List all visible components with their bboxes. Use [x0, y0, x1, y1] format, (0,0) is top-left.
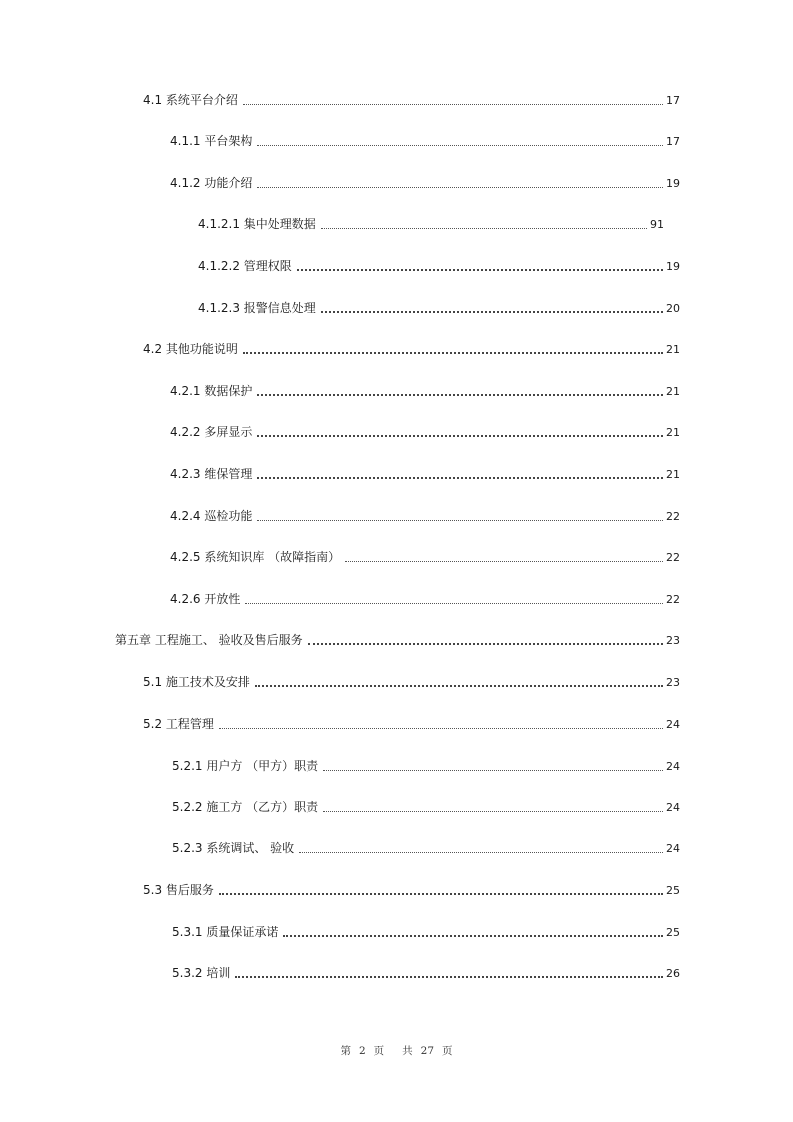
toc-entry-title: 5.3.2 培训	[172, 966, 231, 980]
toc-entry-5-3-2[interactable]	[172, 965, 680, 982]
toc-entry-page: 19	[666, 177, 680, 190]
toc-entry-title: 4.2.5 系统知识库 （故障指南）	[170, 550, 341, 564]
toc-dot-leader	[243, 103, 663, 105]
toc-entry-title: 4.2.4 巡检功能	[170, 509, 253, 523]
toc-entry-page: 23	[666, 676, 680, 689]
toc-entry-title: 4.2.2 多屏显示	[170, 425, 253, 439]
toc-entry-title: 4.1.2.1 集中处理数据	[198, 217, 316, 231]
toc-entry-page: 24	[666, 842, 680, 855]
toc-dot-leader	[257, 519, 663, 521]
toc-entry-5-2-2[interactable]	[172, 799, 680, 816]
toc-entry-title: 4.2.6 开放性	[170, 592, 241, 606]
toc-entry-title: 5.1 施工技术及安排	[143, 675, 250, 689]
footer-prefix: 第	[340, 1045, 351, 1057]
toc-entry-page: 22	[666, 593, 680, 606]
toc-entry-page: 24	[666, 801, 680, 814]
footer-total-suffix: 页	[442, 1045, 453, 1057]
toc-entry-page: 21	[666, 426, 680, 439]
toc-dot-leader	[323, 810, 663, 812]
toc-entry-4-2-1[interactable]	[170, 383, 680, 400]
toc-entry-title: 4.1.2 功能介绍	[170, 176, 253, 190]
toc-dot-leader	[219, 892, 663, 895]
toc-entry-title: 5.3.1 质量保证承诺	[172, 925, 279, 939]
toc-entry-page: 19	[666, 260, 680, 273]
toc-entry-4-2-4[interactable]	[170, 508, 680, 525]
toc-entry-title: 5.3 售后服务	[143, 883, 214, 897]
toc-entry-4-1-2-3[interactable]	[198, 300, 680, 317]
toc-entry-4-2-2[interactable]	[170, 424, 680, 441]
footer-page-word: 页	[373, 1045, 385, 1057]
toc-dot-leader	[257, 144, 663, 146]
toc-entry-4-1-2-1[interactable]	[198, 216, 664, 233]
toc-entry-title: 4.1.2.2 管理权限	[198, 259, 292, 273]
toc-entry-5-2[interactable]	[143, 716, 680, 733]
toc-entry-page: 21	[666, 385, 680, 398]
toc-entry-title: 第五章 工程施工、 验收及售后服务	[115, 633, 303, 647]
toc-dot-leader	[255, 684, 663, 687]
toc-dot-leader	[321, 227, 647, 229]
toc-dot-leader	[219, 727, 663, 729]
footer-total-pages: 27	[420, 1045, 435, 1057]
toc-entry-page: 24	[666, 760, 680, 773]
toc-entry-title: 4.2.3 维保管理	[170, 467, 253, 481]
toc-entry-title: 4.2.1 数据保护	[170, 384, 253, 398]
toc-entry-page: 22	[666, 551, 680, 564]
toc-entry-page: 17	[666, 94, 680, 107]
toc-dot-leader	[299, 851, 663, 853]
toc-entry-title: 5.2.1 用户方 （甲方）职责	[172, 759, 319, 773]
toc-entry-4-1-2-2[interactable]	[198, 258, 680, 275]
toc-dot-leader	[245, 602, 663, 604]
toc-dot-leader	[257, 434, 663, 437]
toc-entry-5-3[interactable]	[143, 882, 680, 899]
toc-dot-leader	[257, 186, 663, 188]
toc-entry-title: 5.2.3 系统调试、 验收	[172, 841, 295, 855]
toc-entry-5-1[interactable]	[143, 674, 680, 691]
toc-entry-page: 17	[666, 135, 680, 148]
toc-entry-title: 5.2.2 施工方 （乙方）职责	[172, 800, 319, 814]
toc-dot-leader	[235, 975, 663, 978]
toc-entry-title: 4.2 其他功能说明	[143, 342, 238, 356]
toc-entry-5-3-1[interactable]	[172, 924, 680, 941]
toc-entry-5-2-1[interactable]	[172, 758, 680, 775]
toc-entry-page: 25	[666, 926, 680, 939]
toc-entry-page: 26	[666, 967, 680, 980]
toc-entry-title: 4.1.2.3 报警信息处理	[198, 301, 316, 315]
page-footer	[0, 1043, 793, 1058]
toc-entry-4-2-3[interactable]	[170, 466, 680, 483]
toc-entry-title: 4.1 系统平台介绍	[143, 93, 238, 107]
toc-entry-4-2-6[interactable]	[170, 591, 680, 608]
toc-entry-4-1-1[interactable]	[170, 133, 680, 150]
toc-entry-page: 21	[666, 468, 680, 481]
toc-dot-leader	[323, 769, 663, 771]
toc-entry-chapter-5[interactable]	[115, 632, 680, 649]
toc-entry-4-2[interactable]	[143, 341, 680, 358]
toc-dot-leader	[257, 476, 663, 479]
toc-dot-leader	[345, 560, 663, 562]
toc-dot-leader	[257, 393, 663, 396]
toc-entry-5-2-3[interactable]	[172, 840, 680, 857]
toc-entry-page: 21	[666, 343, 680, 356]
toc-entry-page: 20	[666, 302, 680, 315]
toc-entry-4-1-2[interactable]	[170, 175, 680, 192]
toc-entry-page: 91	[650, 218, 664, 231]
toc-entry-page: 25	[666, 884, 680, 897]
toc-entry-title: 4.1.1 平台架构	[170, 134, 253, 148]
toc-dot-leader	[243, 351, 663, 354]
toc-entry-page: 23	[666, 634, 680, 647]
toc-dot-leader	[321, 310, 663, 313]
toc-entry-page: 22	[666, 510, 680, 523]
toc-entry-4-2-5[interactable]	[170, 549, 680, 566]
toc-dot-leader	[297, 268, 663, 271]
toc-entry-title: 5.2 工程管理	[143, 717, 214, 731]
footer-current-page: 2	[358, 1045, 366, 1057]
toc-entry-page: 24	[666, 718, 680, 731]
footer-total-prefix: 共	[402, 1045, 413, 1057]
toc-entry-4-1[interactable]	[143, 92, 680, 109]
toc-dot-leader	[283, 934, 663, 937]
toc-dot-leader	[308, 642, 663, 645]
